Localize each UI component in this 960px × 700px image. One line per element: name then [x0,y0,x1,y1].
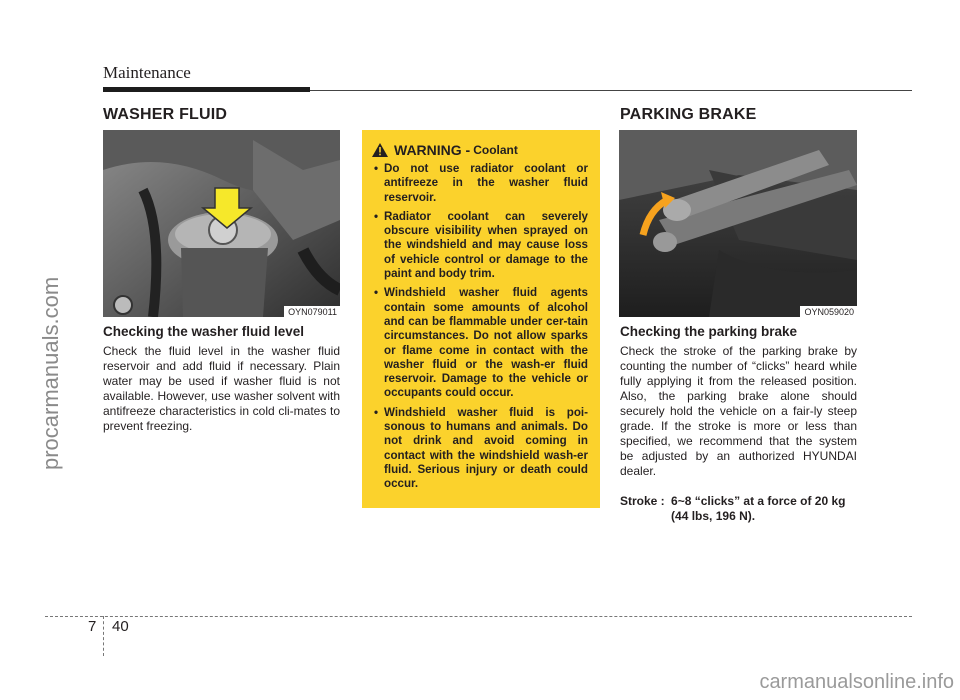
page-header-title: Maintenance [103,63,191,82]
header-rule [310,90,912,91]
photo-code-washer: OYN079011 [284,306,340,317]
chapter-number: 7 [88,618,97,635]
warning-item: • Windshield washer fluid is poi-sonous to humans and animals. Do not drink and avoid coming in contact with the windshield wash-er fluid. Serious injury or death could occur. [374,406,588,492]
parking-brake-illustration [619,130,857,317]
warning-item: • Windshield washer fluid agents contain some amounts of alcohol and can be flammable under cer-tain circumstances. Do not allow sparks or flame come in contact with the washer fluid or the wash-er fluid reservoir. Damage to the vehicle or occupants could occur. [374,286,588,400]
parking-brake-title: PARKING BRAKE [620,106,757,123]
washer-reservoir-illustration [103,130,340,317]
washer-subheading: Checking the washer fluid level [103,324,305,339]
bottom-watermark: carmanualsonline.info [759,671,954,693]
washer-fluid-title: WASHER FLUID [103,106,228,123]
page-number: 40 [112,618,129,635]
side-watermark: procarmanuals.com [38,276,63,470]
warning-item: • Do not use radiator coolant or antifreeze in the washer fluid reservoir. [374,162,588,205]
header-bar [103,87,310,92]
warning-item: • Radiator coolant can severely obscure visibility when sprayed on the windshield and may cause loss of vehicle control or damage to the paint and body trim. [374,210,588,281]
photo-code-parking: OYN059020 [800,306,857,317]
washer-body-text: Check the fluid level in the washer fluid reservoir and add fluid if necessary. Plain water may be used if washer fluid is not available. However, use washer solvent with antifreeze characteristics in cold cli-mates to prevent freezing. [103,344,340,433]
parking-brake-subheading: Checking the parking brake [620,324,798,339]
stroke-value: 6~8 “clicks” at a force of 20 kg (44 lbs, 196 N). [671,494,846,523]
warning-label: WARNING - [394,142,471,158]
warning-list [362,162,600,492]
parking-brake-photo [619,130,857,317]
footer-rule [45,616,912,617]
washer-reservoir-photo [103,130,340,317]
warning-triangle-icon [372,143,388,157]
warning-box [362,130,600,508]
parking-brake-body-text: Check the stroke of the parking brake by counting the number of “clicks” heard while fully applying it from the released position. Also, the parking brake alone should securely hold the vehicle on a fair-ly steep grade. If the stroke is more or less than specified, we recommend that the system be adjusted by an authorized HYUNDAI dealer. [620,344,857,478]
stroke-spec [620,494,857,524]
stroke-label: Stroke : [620,494,665,508]
footer-divider [103,616,104,656]
warning-topic: Coolant [473,143,518,157]
warning-header [372,142,600,158]
